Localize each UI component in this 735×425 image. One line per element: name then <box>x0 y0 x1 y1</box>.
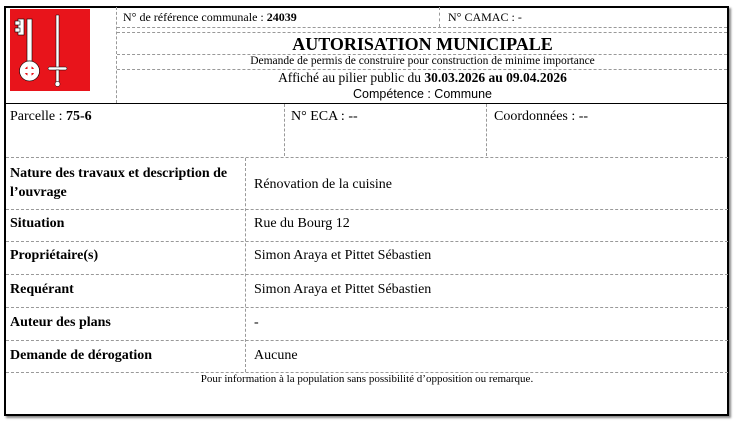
table-row-value: Simon Araya et Pittet Sébastien <box>254 282 432 297</box>
divider <box>6 307 728 308</box>
footer-note: Pour information à la population sans possibilité d’opposition ou remarque. <box>200 373 534 385</box>
table-row-value: Rue du Bourg 12 <box>254 216 350 231</box>
coordinates-value: -- <box>578 109 589 124</box>
parcelle-label: Parcelle : <box>10 109 63 124</box>
table-row-value: Aucune <box>254 348 298 363</box>
table-row-value: Rénovation de la cuisine <box>254 177 393 192</box>
eca-label: N° ECA : <box>291 109 345 124</box>
posting-from-date: 30.03.2026 <box>424 70 486 85</box>
divider <box>6 157 728 158</box>
table-row-label: Propriétaire(s) <box>10 248 99 263</box>
key-and-sword-icon <box>10 9 90 91</box>
coordinates <box>494 108 588 126</box>
camac-number <box>440 7 727 27</box>
posting-to-date: 09.04.2026 <box>506 70 567 85</box>
table-row-label: Auteur des plans <box>10 315 111 330</box>
page-title: AUTORISATION MUNICIPALE <box>292 34 553 54</box>
divider <box>6 103 728 104</box>
camac-value: - <box>517 10 522 24</box>
divider <box>6 340 728 341</box>
camac-label: N° CAMAC : <box>448 10 515 24</box>
parcelle-value: 75-6 <box>65 109 92 124</box>
eca-number <box>291 108 358 126</box>
table-row-value: - <box>254 315 259 330</box>
divider <box>6 241 728 242</box>
coordinates-label: Coordonnées : <box>494 109 576 124</box>
reference-value: 24039 <box>266 10 297 24</box>
table-row-label: Requérant <box>10 282 74 297</box>
divider <box>6 209 728 210</box>
posting-prefix: Affiché au pilier public du <box>278 70 422 85</box>
eca-value: -- <box>348 109 358 124</box>
parcelle <box>10 108 92 126</box>
competence: Compétence : Commune <box>353 87 492 101</box>
posting-mid: au <box>488 70 503 85</box>
table-row-label: Situation <box>10 216 65 231</box>
posting-dates <box>117 70 728 86</box>
table-row-label: Demande de dérogation <box>10 348 153 363</box>
divider <box>117 27 727 28</box>
table-row-value: Simon Araya et Pittet Sébastien <box>254 248 432 263</box>
reference-label: N° de référence communale : <box>123 10 264 24</box>
divider <box>6 274 728 275</box>
divider <box>486 104 487 156</box>
column-divider <box>245 158 246 372</box>
table-row-label: Nature des travaux et description de l’ouvrage <box>10 166 228 200</box>
divider <box>284 104 285 156</box>
reference-number <box>117 7 440 27</box>
page-subtitle: Demande de permis de construire pour construction de minime importance <box>250 55 595 67</box>
coat-of-arms-logo <box>10 9 90 91</box>
